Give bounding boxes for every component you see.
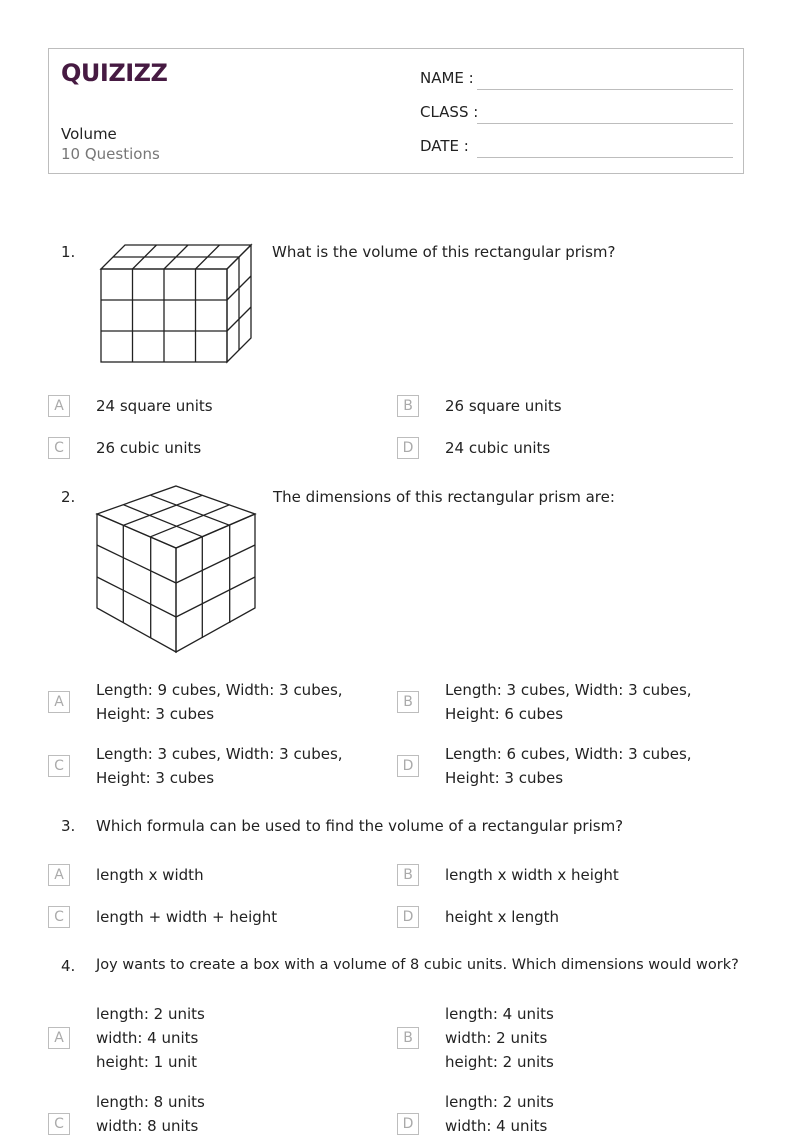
- date-line[interactable]: [477, 157, 733, 158]
- question-number: 2.: [61, 488, 76, 506]
- question-text: Joy wants to create a box with a volume of 8 cubic units. Which dimensions would work?: [96, 957, 739, 973]
- option-text: length x width x height: [445, 866, 619, 884]
- option-letter-box[interactable]: A: [48, 864, 70, 886]
- option-text: height x length: [445, 908, 560, 926]
- class-line[interactable]: [477, 123, 733, 124]
- option-letter-box[interactable]: B: [397, 1027, 419, 1049]
- option-letter-box[interactable]: B: [397, 691, 419, 713]
- question-number: 1.: [61, 243, 76, 261]
- question-number: 3.: [61, 817, 76, 835]
- option-text: Length: 9 cubes, Width: 3 cubes, Height: 3 cubes: [96, 681, 343, 723]
- option-text: length: 4 units width: 2 units height: 2 units: [445, 1005, 554, 1071]
- question-number: 4.: [61, 957, 76, 975]
- option-text: length x width: [96, 866, 204, 884]
- option-letter-box[interactable]: C: [48, 755, 70, 777]
- option-text: 24 cubic units: [445, 439, 551, 457]
- option-letter-box[interactable]: A: [48, 691, 70, 713]
- option-text: length: 2 units width: 4 units height: 1 unit: [96, 1005, 205, 1071]
- option-text: length + width + height: [96, 908, 278, 926]
- option-text: Length: 3 cubes, Width: 3 cubes, Height: 3 cubes: [96, 745, 343, 787]
- question-text: The dimensions of this rectangular prism are:: [273, 488, 615, 506]
- option-text: Length: 3 cubes, Width: 3 cubes, Height: 6 cubes: [445, 681, 692, 723]
- question-text: Which formula can be used to find the volume of a rectangular prism?: [96, 817, 624, 835]
- worksheet-header: [48, 48, 744, 174]
- option-text: length: 8 units width: 8 units: [96, 1093, 205, 1135]
- name-line[interactable]: [477, 89, 733, 90]
- question-count: 10 Questions: [61, 145, 160, 163]
- option-text: 26 square units: [445, 397, 562, 415]
- option-letter-box[interactable]: B: [397, 395, 419, 417]
- option-letter-box[interactable]: D: [397, 906, 419, 928]
- option-letter-box[interactable]: B: [397, 864, 419, 886]
- option-letter-box[interactable]: D: [397, 1113, 419, 1135]
- option-text: 26 cubic units: [96, 439, 202, 457]
- name-label: NAME :: [420, 69, 474, 87]
- rectangular-prism-figure: [96, 240, 256, 368]
- option-letter-box[interactable]: C: [48, 1113, 70, 1135]
- quizizz-logo: QUIZIZZ: [61, 59, 168, 87]
- option-letter-box[interactable]: C: [48, 906, 70, 928]
- worksheet-title: Volume: [61, 125, 117, 143]
- option-text: Length: 6 cubes, Width: 3 cubes, Height: 3 cubes: [445, 745, 692, 787]
- date-label: DATE :: [420, 137, 469, 155]
- option-letter-box[interactable]: D: [397, 755, 419, 777]
- option-letter-box[interactable]: A: [48, 1027, 70, 1049]
- cube-figure: [94, 484, 258, 656]
- option-text: 24 square units: [96, 397, 213, 415]
- option-letter-box[interactable]: D: [397, 437, 419, 459]
- option-letter-box[interactable]: A: [48, 395, 70, 417]
- class-label: CLASS :: [420, 103, 479, 121]
- question-text: What is the volume of this rectangular prism?: [272, 243, 616, 261]
- option-letter-box[interactable]: C: [48, 437, 70, 459]
- option-text: length: 2 units width: 4 units: [445, 1093, 554, 1135]
